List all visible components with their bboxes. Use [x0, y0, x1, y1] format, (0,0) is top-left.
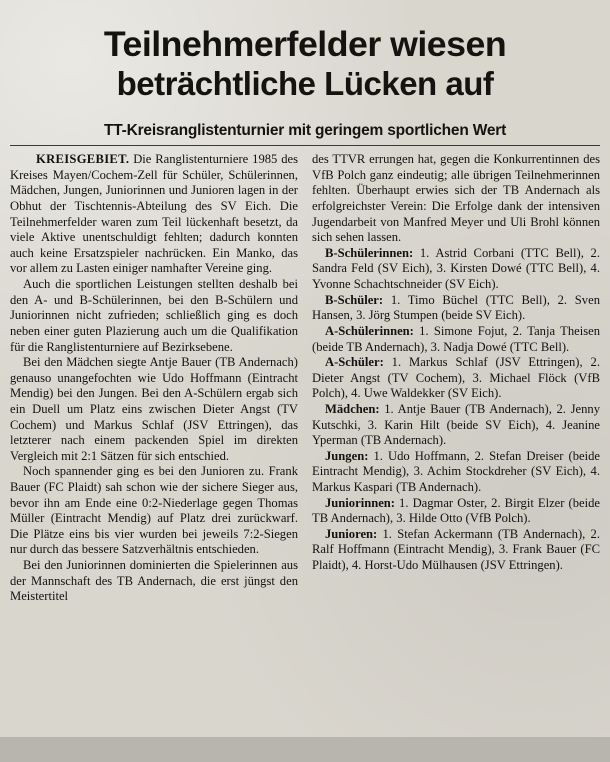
horizontal-rule — [10, 145, 600, 146]
result-entry — [312, 246, 600, 293]
result-entry — [312, 527, 600, 574]
result-list: 1. Dagmar Oster, 2. Birgit Elzer (beide TB Andernach), 3. Hilde Otto (VfB Polch). — [312, 495, 600, 526]
article-body — [10, 152, 600, 762]
column-left — [10, 152, 298, 762]
result-category: B-Schüler: — [325, 292, 384, 307]
result-entry — [312, 293, 600, 324]
result-category: Junioren: — [325, 526, 378, 541]
result-entry — [312, 449, 600, 496]
paragraph: Noch spannender ging es bei den Junioren zu. Frank Bauer (FC Plaidt) sah schon wie der sichere Sieger aus, bevor ihn am Ende eine 0:2-Niederlage gegen Thomas Müller (Eintracht Mendig) auf Platz drei zurückwarf. Die Plätze eins bis vier wurden bei jeweils 7:2-Siegen nur durch das bessere Satzverhältnis entschieden. — [10, 464, 298, 557]
page-title — [10, 25, 600, 103]
result-list: 1. Stefan Ackermann (TB Andernach), 2. Ralf Hoffmann (Eintracht Mendig), 3. Frank Bauer (FC Plaidt), 4. Horst-Udo Mülhausen (JSV Ettringen). — [312, 526, 600, 573]
result-entry — [312, 355, 600, 402]
result-category: A-Schüler: — [325, 355, 384, 370]
result-list: 1. Astrid Corbani (TTC Bell), 2. Sandra Feld (SV Eich), 3. Kirsten Dowé (TTC Bell), 4. Yvonne Schachtschneider (SV Eich). — [312, 245, 600, 292]
paragraph-text: Die Ranglistenturniere 1985 des Kreises Mayen/Cochem-Zell für Schüler, Schülerinnen, Mädchen, Jungen, Juniorinnen und Junioren lagen in der Obhut der Tischtennis-Abteilung des SV Eich. Die Teilnehmerfelder waren zum Teil lückenhaft besetzt, da viele Aktive unentschuldigt fehlten; dadurch konnten auch keine Ersatzspieler nachrücken. Ein Manko, das vor allem zu Lasten einiger namhafter Vereine ging. — [10, 152, 298, 276]
result-entry — [312, 402, 600, 449]
paragraph: Bei den Juniorinnen dominierten die Spielerinnen aus der Mannschaft des TB Andernach, die erst jüngst den Meistertitel — [10, 558, 298, 604]
result-category: Jungen: — [325, 448, 369, 463]
result-list: 1. Timo Büchel (TTC Bell), 2. Sven Hansen, 3. Jörg Stumpen (beide SV Eich). — [312, 292, 600, 323]
result-category: Mädchen: — [325, 401, 380, 416]
result-list: 1. Udo Hoffmann, 2. Stefan Dreiser (beide Eintracht Mendig), 3. Achim Stockdreher (SV Eich), 4. Markus Kaspari (TB Andernach). — [312, 448, 600, 495]
headline-line-1: Teilnehmerfelder wiesen — [103, 25, 507, 65]
result-category: Juniorinnen: — [325, 495, 395, 510]
paragraph-lead — [10, 152, 298, 277]
result-list: 1. Antje Bauer (TB Andernach), 2. Jenny Kutschki, 3. Karin Hilt (beide SV Eich), 4. Jeanine Yperman (TB Andernach). — [312, 401, 600, 448]
result-category: A-Schülerinnen: — [325, 323, 414, 338]
column-right — [312, 152, 600, 762]
paragraph: des TTVR errungen hat, gegen die Konkurrentinnen des VfB Polch ganz eindeutig; alle übrigen Teilnehmerinnen fehlten. Überhaupt erwies sich der TB Andernach als erfolgreichster Verein: Die Erfolge dank der intensiven Jugendarbeit von Manfred Meyer und Uli Brohl können sich sehen lassen. — [312, 152, 600, 245]
result-list: 1. Markus Schlaf (JSV Ettringen), 2. Dieter Angst (TV Cochem), 3. Michael Flöck (VfB Polch), 4. Uwe Waldekker (SV Eich). — [312, 355, 600, 401]
result-entry — [312, 324, 600, 355]
subheadline: TT-Kreisranglistenturnier mit geringem sportlichen Wert — [103, 122, 507, 140]
result-list: 1. Simone Fojut, 2. Tanja Theisen (beide TB Andernach), 3. Nadja Dowé (TTC Bell). — [312, 323, 600, 354]
result-entry — [312, 496, 600, 527]
article-kicker: KREISGEBIET. — [36, 152, 130, 167]
headline-line-2: beträchtliche Lücken auf — [116, 65, 494, 103]
result-category: B-Schülerinnen: — [325, 245, 414, 260]
paragraph: Bei den Mädchen siegte Antje Bauer (TB Andernach) genauso unangefochten wie Udo Hoffmann (Eintracht Mendig) bei den Jungen. Bei den A-Schülern ergab sich ein Duell um Platz eins zwischen Dieter Angst (TV Cochem) und Markus Schlaf (JSV Ettringen), das letzterer nach einem packenden Spiel im direkten Vergleich mit 2:1 Sätzen für sich entschied. — [10, 355, 298, 463]
paragraph: Auch die sportlichen Leistungen stellten deshalb bei den A- und B-Schülerinnen, bei den B-Schülern und Juniorinnen nicht zufrieden; schließlich ging es doch neben einer guten Plazierung auch um die Qualifikation für die Ranglistenturniere auf Bezirksebene. — [10, 277, 298, 354]
